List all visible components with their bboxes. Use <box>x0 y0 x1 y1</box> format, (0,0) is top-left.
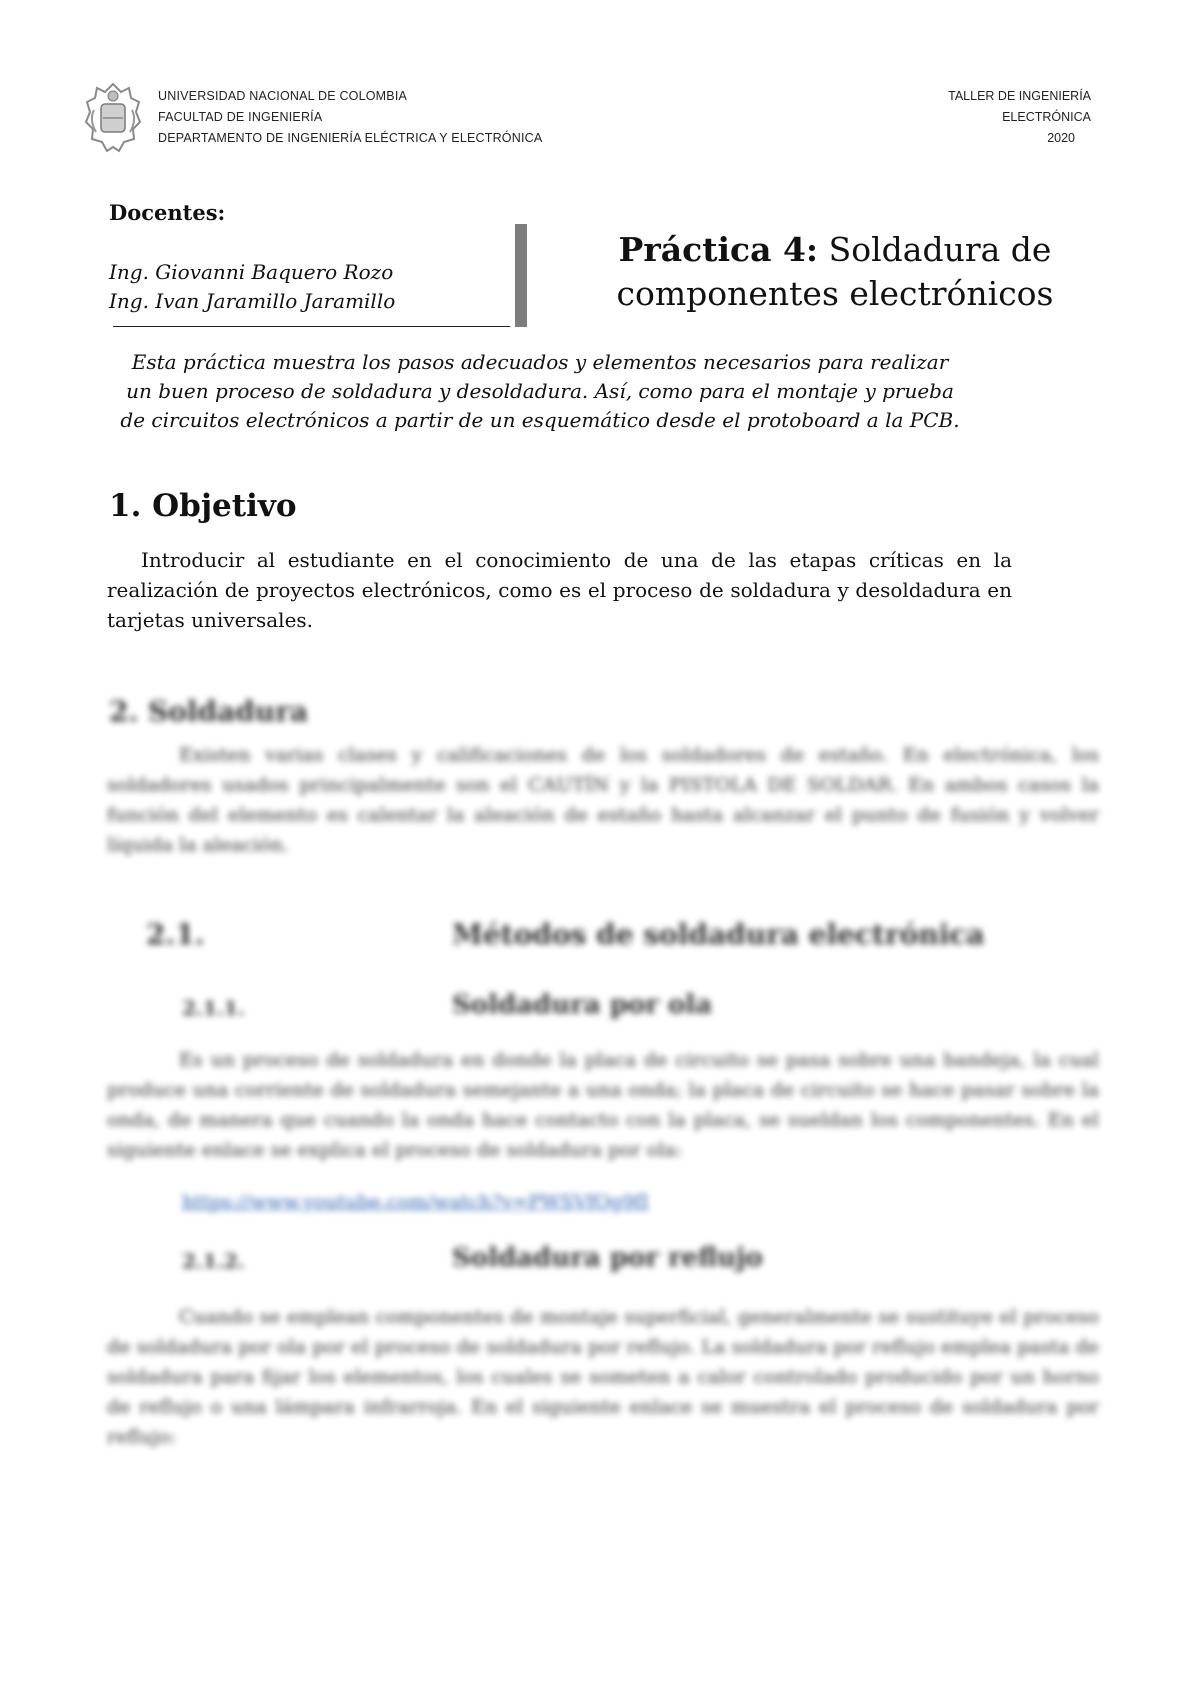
title-practice-number: Práctica 4: <box>618 230 819 269</box>
title-line2: componentes electrónicos <box>616 274 1054 313</box>
subsubsection-number: 2.1.2. <box>182 1249 245 1273</box>
docente-name: Ing. Giovanni Baquero Rozo <box>109 260 394 284</box>
course-header <box>891 86 1091 149</box>
title-line1: Soldadura de <box>828 230 1052 269</box>
university-name: UNIVERSIDAD NACIONAL DE COLOMBIA <box>158 89 408 103</box>
section-heading: 2. Soldadura <box>109 695 309 728</box>
course-name-line1: TALLER DE INGENIERÍA <box>948 89 1091 103</box>
subsubsection-number: 2.1.1. <box>182 996 245 1020</box>
course-year: 2020 <box>1047 131 1075 145</box>
title-separator-bar <box>515 224 527 327</box>
page-title <box>585 228 1085 316</box>
section-heading: 1. Objetivo <box>109 488 297 524</box>
video-link[interactable]: https://www.youtube.com/watch?v=PWSVfQg9fI <box>182 1191 649 1213</box>
docentes-label: Docentes: <box>109 200 226 225</box>
subsection-body: Es un proceso de soldadura en donde la placa de circuito se pasa sobre una bandeja, la cual produce una corriente de soldadura semejante a una onda; la placa de circuito se hace pasar sobre la onda, de manera que cuando la onda hace contacto con la placa, se sueldan los componentes. En el siguiente enlace se explica el proceso de soldadura por ola: <box>107 1049 1099 1161</box>
faculty-name: FACULTAD DE INGENIERÍA <box>158 110 323 124</box>
course-name-line2: ELECTRÓNICA <box>1002 110 1091 124</box>
section-body: Introducir al estudiante en el conocimiento de una de las etapas críticas en la realización de proyectos electrónicos, como es el proceso de soldadura y desoldadura en tarjetas universales. <box>107 548 1012 632</box>
subsection-title: Métodos de soldadura electrónica <box>452 918 985 951</box>
abstract: Esta práctica muestra los pasos adecuados y elementos necesarios para realizar un buen proceso de soldadura y desoldadura. Así, como para el montaje y prueba de circuitos electrónicos a partir de un esquemático desde el protoboard a la PCB. <box>120 350 960 432</box>
department-name: DEPARTAMENTO DE INGENIERÍA ELÉCTRICA Y ELECTRÓNICA <box>158 131 543 145</box>
subsubsection-title: Soldadura por reflujo <box>452 1243 763 1273</box>
subsubsection-title: Soldadura por ola <box>452 990 713 1020</box>
docentes-list <box>109 258 395 316</box>
institution-header <box>158 86 542 149</box>
section-body: Existen varias clases y calificaciones de los soldadores de estaño. En electrónica, los soldadores usados principalmente son el CAUTÍN y la PISTOLA DE SOLDAR. En ambos casos la función del elemento es calentar la aleación de estaño hasta alcanzar el punto de fusión y volver líquida la aleación. <box>107 744 1099 856</box>
docente-name: Ing. Ivan Jaramillo Jaramillo <box>109 289 396 313</box>
university-seal-icon <box>84 82 142 154</box>
docentes-divider <box>113 326 510 327</box>
subsection-body: Cuando se emplean componentes de montaje superficial, generalmente se sustituye el proceso de soldadura por ola por el proceso de soldadura por reflujo. La soldadura por reflujo emplea pasta de soldadura para fijar los elementos, los cuales se someten a calor controlado producido por un horno de reflujo o una lámpara infrarroja. En el siguiente enlace se muestra el proceso de soldadura por reflujo: <box>107 1306 1099 1448</box>
subsection-number: 2.1. <box>146 918 205 951</box>
